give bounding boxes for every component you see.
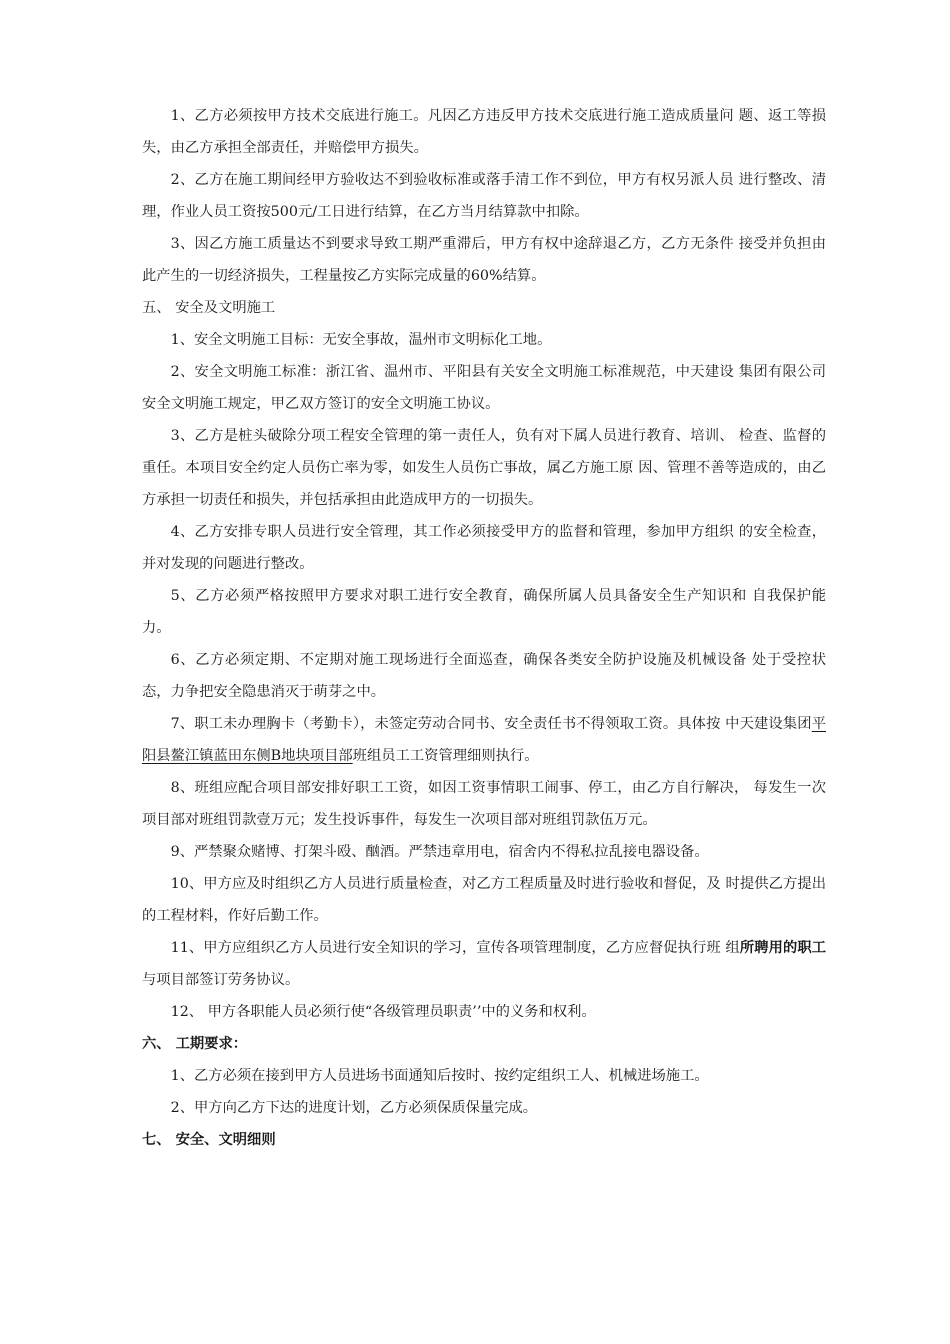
s5-item-8: 8、班组应配合项目部安排好职工工资，如因工资事情职工闹事、停工，由乙方自行解决， 每发生一次项目部对班组罚款壹万元；发生投诉事件，每发生一次项目部对班组罚款伍万元。 (142, 780, 826, 828)
section-7 (142, 1124, 826, 1156)
section-7-heading: 七、 安全、文明细则 (142, 1132, 276, 1148)
s5-item-10: 10、甲方应及时组织乙方人员进行质量检查，对乙方工程质量及时进行验收和督促，及 时提供乙方提出的工程材料，作好后勤工作。 (142, 876, 826, 924)
s4-item-2: 2、乙方在施工期间经甲方验收达不到验收标准或落手清工作不到位，甲方有权另派人员 进行整改、清理，作业人员工资按500元/工日进行结算，在乙方当月结算款中扣除。 (142, 172, 826, 220)
s5-item-5: 5、乙方必须严格按照甲方要求对职工进行安全教育，确保所属人员具备安全生产知识和 自我保护能力。 (142, 588, 826, 636)
s5-item-1: 1、安全文明施工目标：无安全事故，温州市文明标化工地。 (170, 332, 552, 348)
s5-item-2: 2、安全文明施工标准：浙江省、温州市、平阳县有关安全文明施工标准规范，中天建设 集团有限公司安全文明施工规定，甲乙双方签订的安全文明施工协议。 (142, 364, 826, 412)
s4-item-1: 1、乙方必须按甲方技术交底进行施工。凡因乙方违反甲方技术交底进行施工造成质量问 题、返工等损失，由乙方承担全部责任，并赔偿甲方损失。 (142, 108, 826, 156)
s5-item-12: 12、 甲方各职能人员必须行使“各级管理员职责’’中的义务和权利。 (170, 1004, 596, 1020)
section-6-heading: 六、 工期要求： (142, 1036, 248, 1052)
section-6 (142, 1028, 826, 1124)
s5-item-11 (142, 932, 826, 996)
project-name-underlined: 平阳县鳌江镇蓝田东侧B地块项目部 (142, 716, 826, 764)
s5-item-11-text-after: 与项目部签订劳务协议。 (142, 972, 300, 988)
s5-item-11-bold-text: 所聘用的职工 (739, 940, 827, 956)
s5-item-4: 4、乙方安排专职人员进行安全管理，其工作必须接受甲方的监督和管理，参加甲方组织 的安全检查，并对发现的问题进行整改。 (142, 524, 826, 572)
s5-item-9: 9、严禁聚众赌博、打架斗殴、酗酒。严禁违章用电，宿舍内不得私拉乱接电器设备。 (170, 844, 709, 860)
section-5-heading: 五、 安全及文明施工 (142, 300, 276, 316)
section-5 (142, 292, 826, 1028)
s5-item-7 (142, 708, 826, 772)
s5-item-11-text-before: 11、甲方应组织乙方人员进行安全知识的学习，宣传各项管理制度，乙方应督促执行班 组 (170, 940, 740, 956)
s4-item-3: 3、因乙方施工质量达不到要求导致工期严重滞后，甲方有权中途辞退乙方，乙方无条件 接受并负担由此产生的一切经济损失，工程量按乙方实际完成量的60%结算。 (142, 236, 826, 284)
s5-item-7-text-before: 7、职工未办理胸卡（考勤卡），未签定劳动合同书、安全责任书不得领取工资。具体按 中天建设集团 (170, 716, 812, 732)
s5-item-7-text-after: 班组员工工资管理细则执行。 (352, 748, 539, 764)
s5-item-3: 3、乙方是桩头破除分项工程安全管理的第一责任人，负有对下属人员进行教育、培训、 检查、监督的重任。本项目安全约定人员伤亡率为零，如发生人员伤亡事故，属乙方施工原 因、管理不善等造成的，由乙方承担一切责任和损失，并包括承担由此造成甲方的一切损失。 (142, 428, 826, 508)
section-4-continuation (142, 100, 826, 292)
s6-item-2: 2、甲方向乙方下达的进度计划，乙方必须保质保量完成。 (170, 1100, 538, 1116)
s6-item-1: 1、乙方必须在接到甲方人员进场书面通知后按时、按约定组织工人、机械进场施工。 (170, 1068, 709, 1084)
s5-item-6: 6、乙方必须定期、不定期对施工现场进行全面巡查，确保各类安全防护设施及机械设备 处于受控状态，力争把安全隐患消灭于萌芽之中。 (142, 652, 826, 700)
